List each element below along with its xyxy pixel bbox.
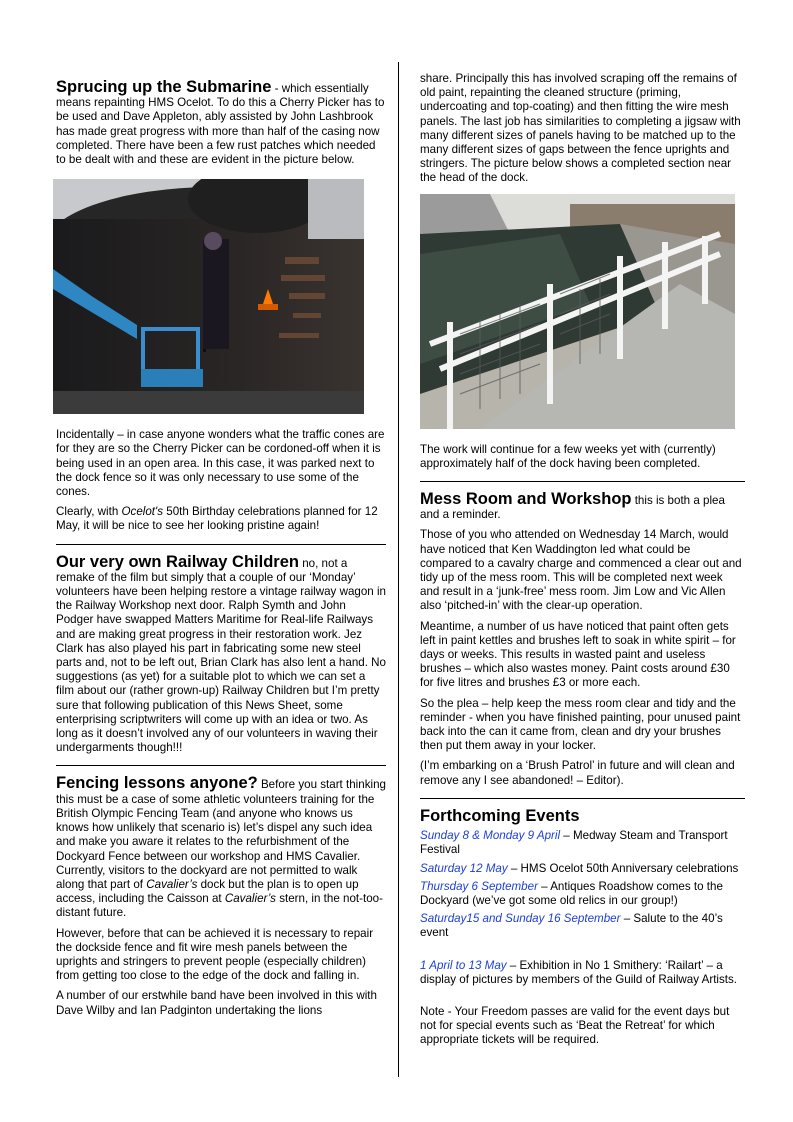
mess-room-paragraph-3: So the plea – help keep the mess room clear and tidy and the reminder - when you have finished painting, pour unused paint back into the can it came from, clean and dry your brushes then put them away in your locker. — [420, 696, 741, 753]
fencing-text-b: dock but the plan is to open up access, including the Caisson at — [56, 877, 359, 906]
ocelot-birthday-paragraph — [56, 505, 386, 533]
fencing-progress-paragraph: The work will continue for a few weeks yet with (currently) approximately half of the dock having been completed. — [420, 442, 716, 470]
cherry-picker-paragraph: Incidentally – in case anyone wonders what the traffic cones are for they are so the Cherry Picker can be cordoned-off when it is being used in an open area. In this case, it was parked next to the dock fence so it was only necessary to use some of the cones. — [56, 428, 385, 499]
ocelot-text-a: Clearly, with — [56, 505, 122, 519]
mess-room-paragraph-2: Meantime, a number of us have noticed that paint often gets left in paint kettles and brushes left to soak in white spirit – for days or weeks. This results in wasted paint and useless brushes – which also wastes money. Paint costs around £30 for five litres and brushes £3 or more each. — [420, 619, 736, 690]
fencing-paragraph-2: However, before that can be achieved it is necessary to repair the dockside fence and fit wire mesh panels between the uprights and stringers to prevent people (especially children) from getting too close to the edge of the dock and falling in. — [56, 926, 374, 983]
fencing-text-a: Before you start thinking this must be a case of some athletic volunteers training for the British Olympic Fencing Team (and anyone who knows us knows how unlikely that scenario is) let’s dispel any such idea and make you aware it relates to the refurbishment of the Dockyard Fence between our workshop and HMS Cavalier. Currently, visitors to the dockyard are not permitted to walk along that part of — [56, 778, 386, 891]
fencing-text-c: stern, in the not-too-distant future. — [56, 892, 383, 920]
event-date: Saturday 12 May — [420, 861, 508, 875]
section-rule — [56, 544, 386, 545]
section-rule — [420, 798, 745, 799]
mess-room-intro — [420, 492, 745, 522]
left-column — [56, 62, 386, 1024]
event-date: Saturday15 and Sunday 16 September — [420, 912, 621, 926]
railway-article — [56, 552, 386, 756]
event-date: 1 April to 13 May — [420, 958, 507, 972]
submarine-article-intro — [56, 80, 386, 167]
fencing-continuation: share. Principally this has involved scraping off the remains of old paint, repainting the cleaned structure (priming, undercoating and top-coating) and then fitting the wire mesh panels. The last job has similarities to completing a jigsaw with many different sizes of panels having to be matched up to the many different sizes of gaps between the fence uprights and stringers. The picture below shows a completed section near the head of the dock. — [420, 72, 741, 185]
mess-room-lead: this is both a plea and a reminder. — [420, 494, 725, 522]
mess-room-paragraph-1: Those of you who attended on Wednesday 14 March, would have noticed that Ken Waddington led what could be compared to a cavalry charge and commenced a clear out and tidy up of the mess room. This will be completed next week and result in a ‘junk-free’ mess room. Jim Low and Vic Allen also ‘pitched-in’ with the clear-up operation. — [420, 528, 742, 613]
railway-article-title: Our very own Railway Children — [56, 552, 299, 571]
event-item — [420, 862, 745, 876]
right-column — [420, 72, 745, 1052]
fencing-paragraph-3: A number of our erstwhile band have been involved in this with Dave Wilby and Ian Padginton undertaking the lions — [56, 989, 377, 1017]
section-rule — [420, 481, 745, 482]
event-text: – Medway Steam and Transport Festival — [420, 829, 728, 857]
section-rule — [56, 765, 386, 766]
event-item — [420, 829, 745, 857]
events-section — [420, 806, 745, 1048]
event-text: – Salute to the 40’s event — [420, 912, 723, 940]
mess-room-paragraph-4: (I’m embarking on a ‘Brush Patrol’ in future and will clean and remove any I see abandoned! – Editor). — [420, 759, 735, 787]
fencing-article-intro — [56, 776, 386, 920]
event-item — [420, 912, 745, 940]
event-text: – HMS Ocelot 50th Anniversary celebrations — [507, 861, 739, 875]
submarine-article-text: - which essentially means repainting HMS Ocelot. To do this a Cherry Picker has to be used and Dave Appleton, ably assisted by John Lashbrook has made great progress with more than half of the casing now completed. There have been a few rust patches which needed to be dealt with and these are evident in the picture below. — [56, 82, 385, 167]
railway-article-text: no, not a remake of the film but simply that a couple of our ‘Monday’ volunteers have been helping restore a vintage railway wagon in the Railway Workshop next door. Ralph Symth and John Podger have swapped Matters Maritime for Real-life Railways and are making great progress in their restoration work. Jez Clark has also played his part in fabricating some new steel parts and, not to be left out, Brian Clark has also lent a hand. No suggestions (as yet) for a suitable plot to which we can set a film about our (rather grown-up) Railway Children but I’m pretty sure that following publication of this News Sheet, some enterprising scriptwriters will come up with an idea or two. As long as it doesn’t involved any of our volunteers in waving their undergarments though!!! — [56, 556, 386, 755]
event-date: Sunday 8 & Monday 9 April — [420, 829, 561, 843]
cavalier-name: Cavalier’s — [146, 877, 198, 891]
mess-room-title: Mess Room and Workshop — [420, 490, 632, 509]
event-item — [420, 880, 745, 908]
event-date: Thursday 6 September — [420, 879, 538, 893]
submarine-photo — [53, 179, 364, 414]
cavalier-name: Cavalier’s — [224, 892, 276, 906]
event-text: – Exhibition in No 1 Smithery: ‘Railart’ – a display of pictures by members of the Guild of Railway Artists. — [420, 958, 738, 986]
event-text: – Antiques Roadshow comes to the Dockyard (we’ve got some old relics in our group!) — [420, 879, 723, 907]
ocelot-text-b: 50th Birthday celebrations planned for 12 May, it will be nice to see her looking pristine again! — [56, 505, 378, 533]
column-divider — [398, 62, 399, 1077]
freedom-pass-note: Note - Your Freedom passes are valid for the event days but not for special events such as ‘Beat the Retreat’ for which appropriate tickets will be required. — [420, 1004, 730, 1047]
submarine-article-title: Sprucing up the Submarine — [56, 78, 272, 96]
ocelot-name: Ocelot's — [121, 505, 164, 519]
exhibition-item — [420, 959, 745, 987]
events-title: Forthcoming Events — [420, 806, 580, 825]
dock-fence-photo — [420, 194, 735, 429]
fencing-article-title: Fencing lessons anyone? — [56, 774, 258, 793]
